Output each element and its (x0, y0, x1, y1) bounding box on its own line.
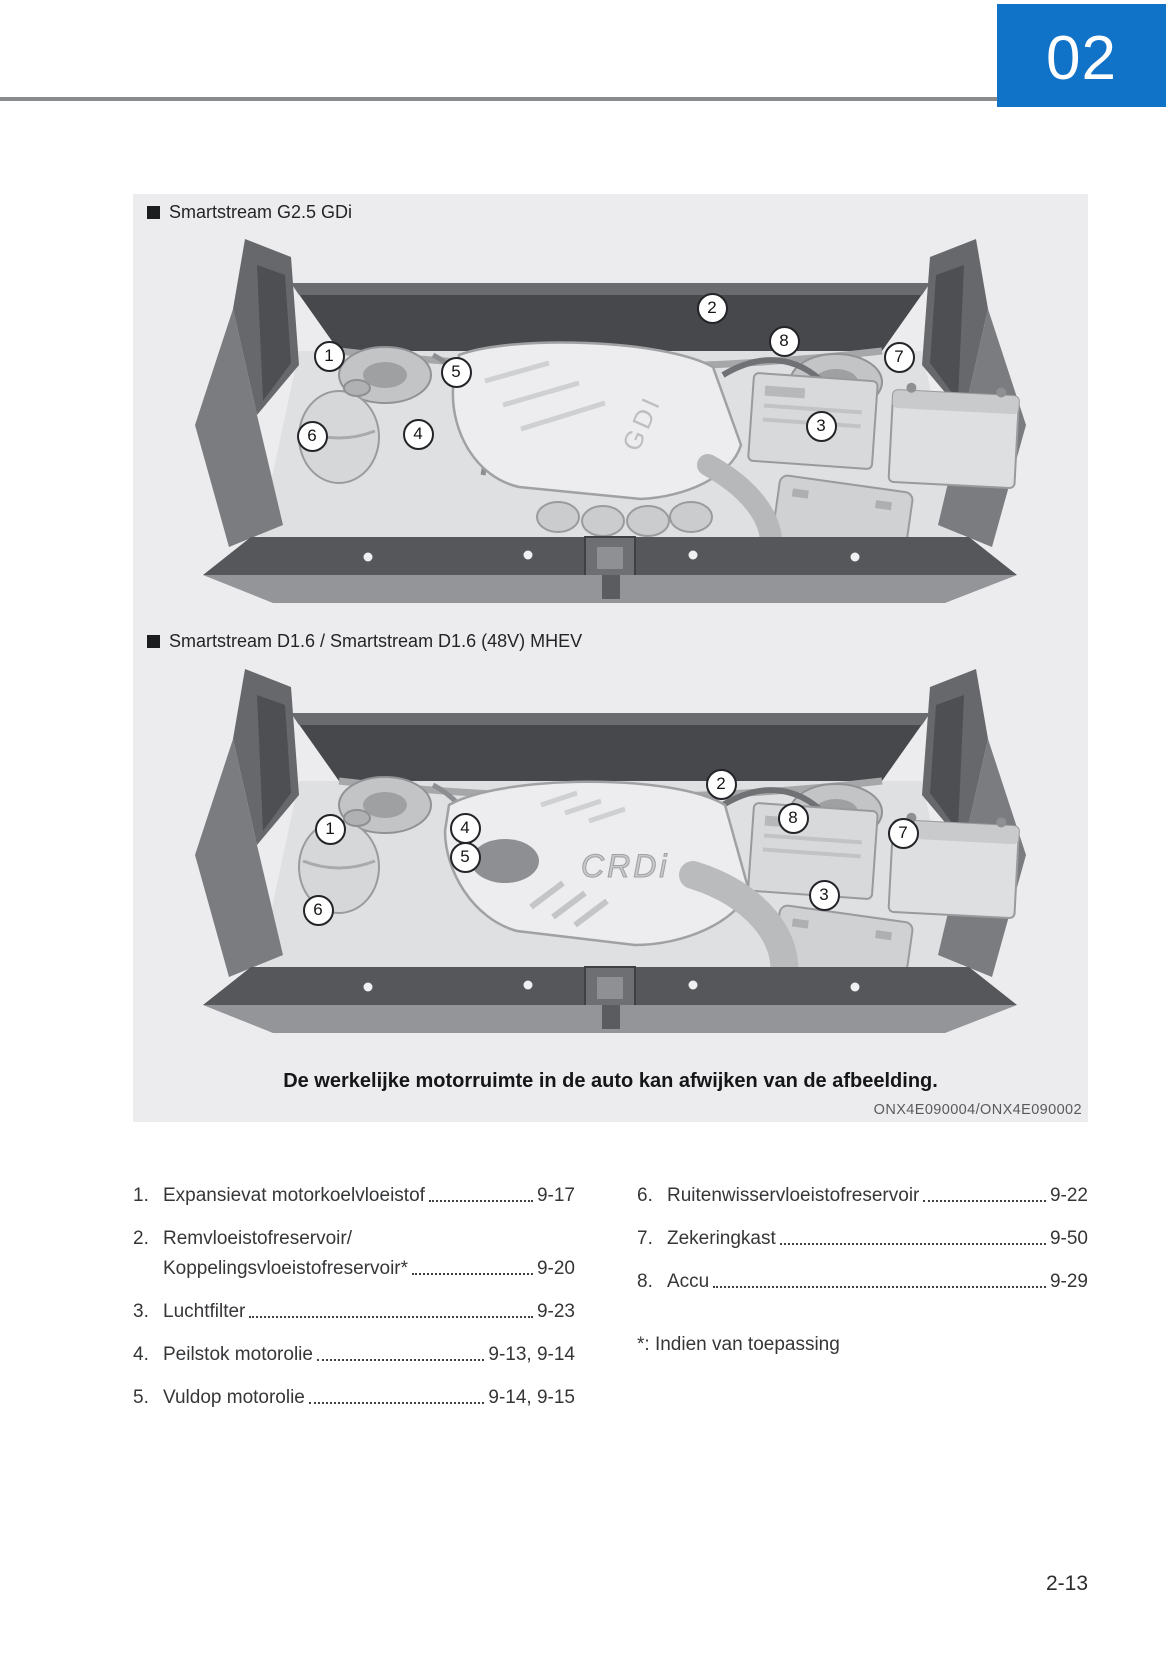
item-page: 9-29 (1049, 1271, 1088, 1292)
callout-marker: 3 (809, 880, 840, 911)
header-rule (0, 97, 997, 101)
dot-leader (713, 1286, 1046, 1288)
callout-marker: 3 (806, 411, 837, 442)
callout-marker: 6 (297, 421, 328, 452)
dot-leader (309, 1402, 484, 1404)
item-number: 7. (637, 1228, 653, 1249)
dot-leader (923, 1200, 1046, 1202)
legend-item (133, 1185, 575, 1207)
battery (888, 382, 1019, 488)
item-number: 3. (133, 1301, 149, 1322)
legend-item (133, 1387, 575, 1409)
legend-item (637, 1185, 1088, 1207)
item-number: 4. (133, 1344, 149, 1365)
item-label: Remvloeistofreservoir/ (163, 1228, 352, 1249)
figure-label-1 (147, 202, 352, 223)
item-label: Peilstok motorolie (163, 1344, 313, 1365)
callout-marker: 5 (441, 357, 472, 388)
callout-marker: 8 (769, 326, 800, 357)
item-page: 9-50 (1049, 1228, 1088, 1249)
item-page: 9-22 (1049, 1185, 1088, 1206)
legend-item (637, 1228, 1088, 1250)
image-code: ONX4E090004/ONX4E090002 (873, 1102, 1082, 1118)
dot-leader (317, 1359, 484, 1361)
chapter-number: 02 (1046, 24, 1117, 93)
item-page: 9-23 (536, 1301, 575, 1322)
item-number: 6. (637, 1185, 653, 1206)
callout-marker: 7 (884, 342, 915, 373)
figure-label-text: Smartstream D1.6 / Smartstream D1.6 (48V) MHEV (169, 631, 583, 651)
callout-marker: 2 (706, 769, 737, 800)
square-bullet-icon (147, 635, 160, 648)
radiator-support (203, 967, 1017, 1009)
callout-marker: 2 (697, 293, 728, 324)
item-page: 9-14, 9-15 (488, 1387, 575, 1408)
callout-marker: 4 (403, 419, 434, 450)
figure-caption: De werkelijke motorruimte in de auto kan afwijken van de afbeelding. (283, 1070, 938, 1092)
engine-panel (133, 194, 1088, 1122)
callout-marker: 1 (314, 341, 345, 372)
engine-figure-1 (133, 225, 1088, 605)
callout-marker: 4 (450, 813, 481, 844)
item-label: Zekeringkast (667, 1228, 776, 1249)
callout-marker: 1 (315, 814, 346, 845)
dot-leader (780, 1243, 1046, 1245)
item-label: Ruitenwisservloeistofreservoir (667, 1185, 920, 1206)
legend-item-continuation (133, 1258, 575, 1280)
item-number: 1. (133, 1185, 149, 1206)
engine-cover-badge: CRDi (581, 848, 670, 884)
callout-marker: 8 (778, 803, 809, 834)
callout-marker: 5 (450, 842, 481, 873)
engine-cover-badge: GDI (616, 390, 668, 456)
hood-latch (602, 575, 620, 599)
item-label: Expansievat motorkoelvloeistof (163, 1185, 425, 1206)
item-number: 2. (133, 1228, 149, 1249)
chapter-tab (997, 4, 1166, 107)
engine-figure-2 (133, 655, 1088, 1040)
footnote: *: Indien van toepassing (637, 1334, 840, 1355)
dot-leader (249, 1316, 533, 1318)
radiator-support (203, 537, 1017, 579)
legend-item (133, 1228, 575, 1250)
legend-item (133, 1344, 575, 1366)
legend-item (133, 1301, 575, 1323)
engine-illustration-gdi (133, 225, 1088, 605)
callout-marker: 6 (303, 895, 334, 926)
legend-column-left (133, 1185, 575, 1430)
legend (133, 1185, 1088, 1430)
square-bullet-icon (147, 206, 160, 219)
legend-column-right (637, 1185, 1088, 1430)
item-label: Luchtfilter (163, 1301, 246, 1322)
engine-illustration-crdi (133, 655, 1088, 1035)
legend-item (637, 1271, 1088, 1293)
item-page: 9-17 (536, 1185, 575, 1206)
figure-label-2 (147, 631, 582, 652)
item-page: 9-20 (536, 1258, 575, 1279)
callout-marker: 7 (888, 818, 919, 849)
item-page: 9-13, 9-14 (488, 1344, 575, 1365)
hood-latch (602, 1005, 620, 1029)
item-number: 8. (637, 1271, 653, 1292)
item-label: Accu (667, 1271, 710, 1292)
dot-leader (429, 1200, 533, 1202)
page-number: 2-13 (1045, 1572, 1088, 1595)
dot-leader (412, 1273, 533, 1275)
item-number: 5. (133, 1387, 149, 1408)
figure-label-text: Smartstream G2.5 GDi (169, 202, 353, 222)
engine-cover (453, 343, 741, 500)
item-label: Koppelingsvloeistofreservoir* (163, 1258, 409, 1279)
item-label: Vuldop motorolie (163, 1387, 305, 1408)
